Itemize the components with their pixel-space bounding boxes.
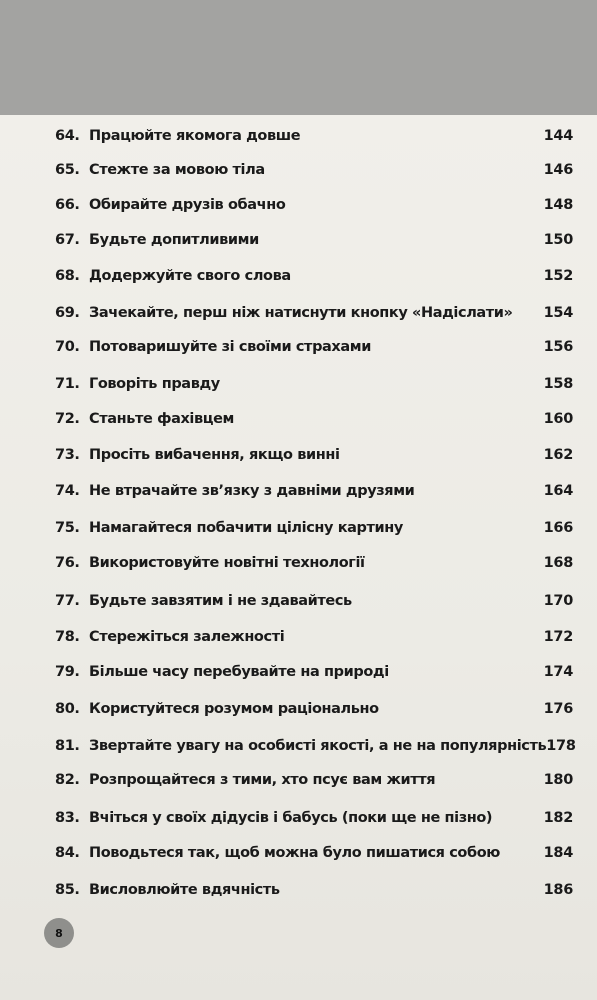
toc-entry (55, 734, 576, 758)
entry-number: 75. (55, 520, 80, 536)
entry-page: 172 (543, 629, 573, 645)
entry-title: Стежте за мовою тіла (89, 162, 265, 178)
entry-number: 85. (55, 882, 80, 898)
entry-number: 76. (55, 555, 80, 571)
entry-page: 146 (543, 162, 573, 178)
entry-number: 77. (55, 593, 80, 609)
entry-title: Говоріть правду (89, 376, 220, 392)
entry-page: 178 (546, 738, 576, 754)
toc-entry (55, 301, 573, 325)
entry-title: Обирайте друзів обачно (89, 197, 286, 213)
entry-page: 148 (543, 197, 573, 213)
entry-title: Вчіться у своїх дідусів і бабусь (поки ще не пізно) (89, 810, 493, 826)
entry-title: Додержуйте свого слова (89, 268, 291, 284)
entry-page: 184 (543, 845, 573, 861)
entry-page: 152 (543, 268, 573, 284)
toc-entry (55, 697, 573, 721)
entry-number: 70. (55, 339, 80, 355)
toc-entry (55, 551, 573, 575)
entry-title: Потоваришуйте зі своїми страхами (89, 339, 371, 355)
entry-page: 144 (543, 128, 573, 144)
entry-page: 162 (543, 447, 573, 463)
toc-entry (55, 625, 573, 649)
entry-number: 81. (55, 738, 80, 754)
toc-entry (55, 124, 573, 148)
toc-entry (55, 841, 573, 865)
toc-entry (55, 806, 573, 830)
entry-number: 82. (55, 772, 80, 788)
toc-entry (55, 407, 573, 431)
entry-title: Будьте завзятим і не здавайтесь (89, 593, 352, 609)
entry-title: Використовуйте новітні технології (89, 555, 365, 571)
page-number-badge (44, 918, 74, 948)
entry-title: Просіть вибачення, якщо винні (89, 447, 340, 463)
entry-page: 176 (543, 701, 573, 717)
entry-title: Намагайтеся побачити цілісну картину (89, 520, 403, 536)
entry-title: Станьте фахівцем (89, 411, 235, 427)
entry-title: Будьте допитливими (89, 232, 259, 248)
toc-entry (55, 372, 573, 396)
entry-number: 74. (55, 483, 80, 499)
entry-number: 72. (55, 411, 80, 427)
entry-page: 166 (543, 520, 573, 536)
entry-title: Звертайте увагу на особисті якості, а не на популярність (89, 738, 547, 754)
entry-number: 71. (55, 376, 80, 392)
entry-title: Зачекайте, перш ніж натиснути кнопку «Надіслати» (89, 305, 513, 321)
toc-entry (55, 158, 573, 182)
entry-page: 170 (543, 593, 573, 609)
entry-title: Розпрощайтеся з тими, хто псує вам життя (89, 772, 436, 788)
entry-number: 80. (55, 701, 80, 717)
toc-entry (55, 660, 573, 684)
entry-number: 78. (55, 629, 80, 645)
entry-number: 65. (55, 162, 80, 178)
entry-page: 156 (543, 339, 573, 355)
entry-title: Не втрачайте зв’язку з давніми друзями (89, 483, 415, 499)
entry-title: Більше часу перебувайте на природі (89, 664, 389, 680)
toc-entry (55, 335, 573, 359)
entry-page: 158 (543, 376, 573, 392)
entry-number: 79. (55, 664, 80, 680)
toc-entry (55, 589, 573, 613)
toc-entry (55, 228, 573, 252)
entry-page: 186 (543, 882, 573, 898)
entry-page: 182 (543, 810, 573, 826)
entry-title: Працюйте якомога довше (89, 128, 301, 144)
toc-entry (55, 443, 573, 467)
entry-page: 180 (543, 772, 573, 788)
entry-title: Поводьтеся так, щоб можна було пишатися собою (89, 845, 500, 861)
entry-page: 154 (543, 305, 573, 321)
toc-entry (55, 264, 573, 288)
entry-page: 160 (543, 411, 573, 427)
entry-page: 168 (543, 555, 573, 571)
toc-entry (55, 516, 573, 540)
entry-number: 67. (55, 232, 80, 248)
entry-title: Стережіться залежності (89, 629, 285, 645)
entry-number: 69. (55, 305, 80, 321)
entry-page: 164 (543, 483, 573, 499)
header-band (0, 0, 597, 115)
entry-title: Користуйтеся розумом раціонально (89, 701, 379, 717)
page-number: 8 (55, 926, 63, 940)
entry-number: 64. (55, 128, 80, 144)
toc-entry (55, 878, 573, 902)
entry-title: Висловлюйте вдячність (89, 882, 280, 898)
entry-number: 84. (55, 845, 80, 861)
entry-page: 174 (543, 664, 573, 680)
toc-entry (55, 193, 573, 217)
entry-number: 83. (55, 810, 80, 826)
entry-number: 73. (55, 447, 80, 463)
entry-number: 68. (55, 268, 80, 284)
entry-number: 66. (55, 197, 80, 213)
entry-page: 150 (543, 232, 573, 248)
toc-entry (55, 768, 573, 792)
toc-entry (55, 479, 573, 503)
